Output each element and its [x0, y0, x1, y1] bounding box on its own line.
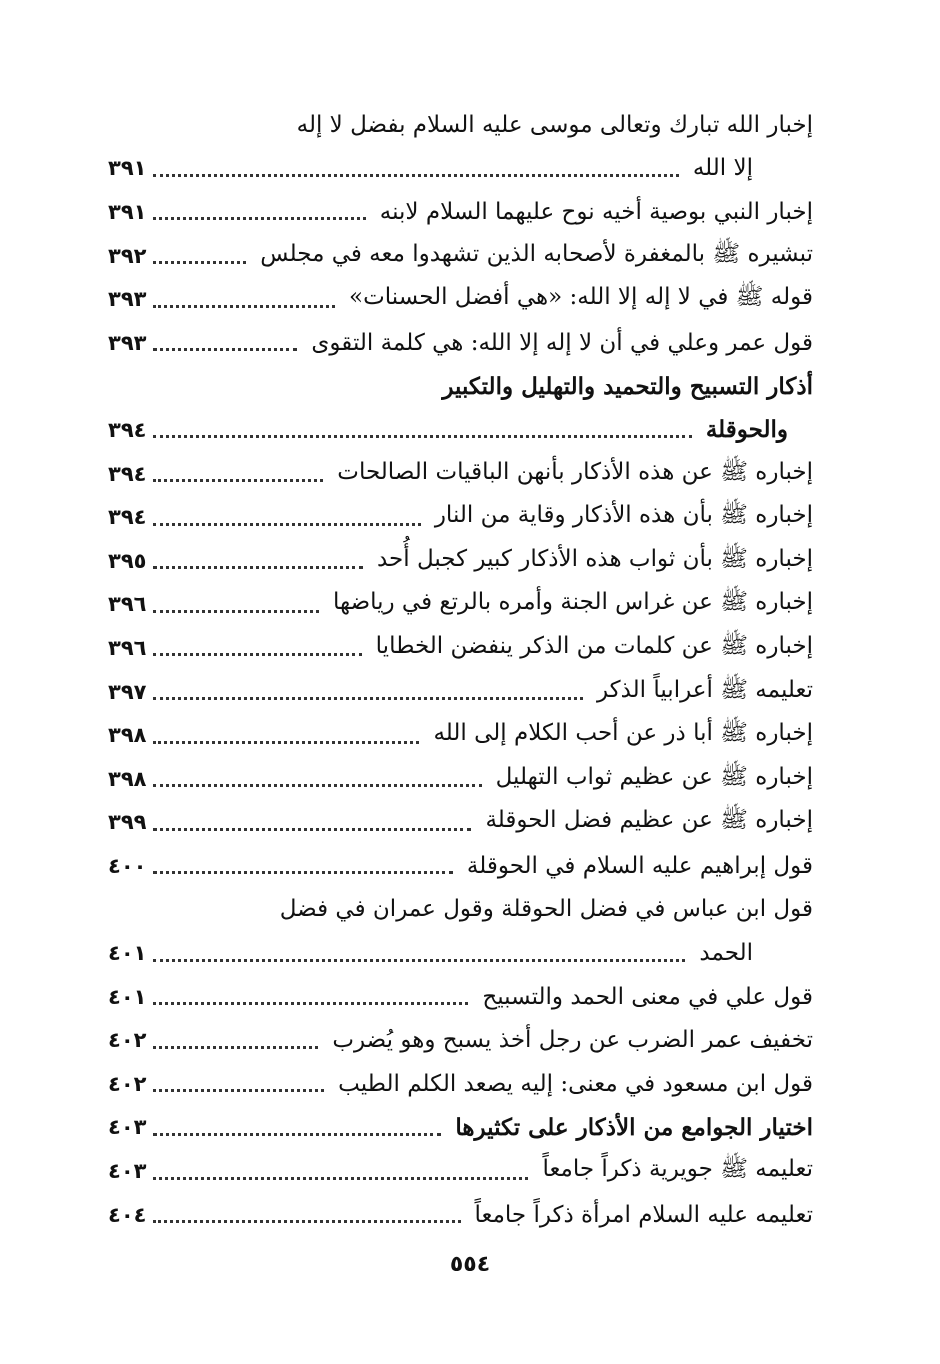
toc-entry-page-number: ٤٠٢ — [108, 1071, 147, 1096]
toc-entry-page-number: ٣٩٧ — [108, 679, 147, 704]
dot-leader — [153, 523, 421, 526]
toc-entry — [108, 1062, 813, 1106]
toc-entry-page-number: ٤٠١ — [108, 984, 147, 1009]
toc-entry-title: تعليمه ﷺ جويرية ذكراً جامعاً — [532, 1154, 813, 1188]
toc-entry — [108, 1193, 813, 1237]
toc-entry — [108, 1149, 813, 1193]
dot-leader — [153, 741, 419, 744]
toc-entry-title: قوله ﷺ في لا إله إلا الله: «هي أفضل الحسنات» — [339, 282, 813, 316]
toc-entry-title: إخباره ﷺ بأن هذه الأذكار وقاية من النار — [425, 500, 813, 534]
toc-entry-title: تخفيف عمر الضرب عن رجل أخذ يسبح وهو يُضرب — [322, 1027, 813, 1053]
toc-entry-title: اختيار الجوامع من الأذكار على تكثيرها — [445, 1114, 813, 1141]
dot-leader — [153, 174, 679, 177]
toc-entry-page-number: ٣٩١ — [108, 199, 147, 224]
toc-entry — [108, 408, 813, 452]
toc-entry — [108, 190, 813, 234]
toc-entry — [108, 147, 813, 191]
toc-entry-page-number: ٣٩٦ — [108, 592, 147, 617]
toc-entry-page-number: ٣٩٤ — [108, 505, 147, 530]
toc-entry-page-number: ٤٠٣ — [108, 1159, 147, 1184]
toc-entry-page-number: ٣٩٩ — [108, 810, 147, 835]
toc-entry-page-number: ٣٩٢ — [108, 243, 147, 268]
toc-entry-title: أذكار التسبيح والتحميد والتهليل والتكبير — [432, 373, 813, 400]
toc-entry — [108, 626, 813, 670]
toc-entry — [108, 234, 813, 278]
toc-entry-title: إخباره ﷺ بأن ثواب هذه الأذكار كبير كجبل أُحد — [367, 544, 813, 578]
toc-entry-title: تبشيره ﷺ بالمغفرة لأصحابه الذين تشهدوا معه في مجلس — [250, 239, 813, 273]
page-number: ٥٥٤ — [449, 1252, 491, 1277]
dot-leader — [153, 828, 471, 831]
toc-entry — [108, 539, 813, 583]
toc-entry — [108, 495, 813, 539]
toc-entry — [108, 757, 813, 801]
toc-entry-title: إخباره ﷺ عن هذه الأذكار بأنهن الباقيات الصالحات — [327, 457, 813, 491]
toc-entry-title: إخباره ﷺ عن كلمات من الذكر ينفضن الخطايا — [366, 631, 813, 665]
toc-entry-title: قول ابن مسعود في معنى: إليه يصعد الكلم الطيب — [328, 1071, 813, 1097]
toc-entry — [108, 844, 813, 888]
dot-leader — [153, 784, 482, 787]
toc-entry-title: تعليمه ﷺ أعرابياً الذكر — [587, 675, 813, 709]
toc-entry-title: إلا الله — [683, 155, 753, 181]
toc-entry — [108, 321, 813, 365]
toc-entry-page-number: ٣٩١ — [108, 156, 147, 181]
toc-entry-page-number: ٤٠١ — [108, 941, 147, 966]
toc-entry — [108, 452, 813, 496]
toc-entry-title: إخباره ﷺ عن عظيم فضل الحوقلة — [475, 805, 813, 839]
toc-entry-page-number: ٣٩٤ — [108, 417, 147, 442]
dot-leader — [153, 653, 362, 656]
toc-entry-page-number: ٣٩٣ — [108, 287, 147, 312]
toc-entry-title: والحوقلة — [696, 416, 788, 443]
toc-entry-title: قول ابن عباس في فضل الحوقلة وقول عمران في فضل — [270, 896, 813, 922]
dot-leader — [153, 959, 685, 962]
dot-leader — [153, 1133, 441, 1136]
table-of-contents — [108, 103, 813, 1236]
toc-entry — [108, 931, 813, 975]
toc-entry-title: تعليمه عليه السلام امرأة ذكراً جامعاً — [465, 1202, 814, 1228]
dot-leader — [153, 697, 583, 700]
toc-entry-title: قول إبراهيم عليه السلام في الحوقلة — [457, 853, 813, 879]
dot-leader — [153, 261, 246, 264]
toc-entry-page-number: ٤٠٣ — [108, 1115, 147, 1140]
dot-leader — [153, 1089, 324, 1092]
dot-leader — [153, 1046, 318, 1049]
toc-entry — [108, 1106, 813, 1150]
toc-entry — [108, 103, 813, 147]
toc-entry-page-number: ٣٩٣ — [108, 330, 147, 355]
toc-entry-title: الحمد — [689, 940, 753, 966]
toc-entry-title: إخباره ﷺ أبا ذر عن أحب الكلام إلى الله — [423, 718, 813, 752]
toc-entry-page-number: ٤٠٢ — [108, 1028, 147, 1053]
dot-leader — [153, 1220, 461, 1223]
toc-entry-page-number: ٣٩٤ — [108, 461, 147, 486]
toc-entry-title: إخباره ﷺ عن عظيم ثواب التهليل — [486, 762, 813, 796]
toc-entry-page-number: ٣٩٨ — [108, 766, 147, 791]
dot-leader — [153, 1177, 528, 1180]
dot-leader — [153, 479, 323, 482]
toc-entry-title: قول علي في معنى الحمد والتسبيح — [472, 984, 813, 1010]
toc-entry — [108, 801, 813, 845]
dot-leader — [153, 610, 319, 613]
toc-entry-page-number: ٣٩٨ — [108, 723, 147, 748]
toc-entry — [108, 713, 813, 757]
toc-entry — [108, 888, 813, 932]
dot-leader — [153, 1002, 468, 1005]
dot-leader — [153, 348, 297, 351]
toc-entry — [108, 365, 813, 409]
toc-entry-page-number: ٣٩٥ — [108, 548, 147, 573]
dot-leader — [153, 305, 335, 308]
toc-entry-page-number: ٤٠٠ — [108, 853, 147, 878]
toc-entry — [108, 277, 813, 321]
dot-leader — [153, 217, 366, 220]
dot-leader — [153, 871, 453, 874]
toc-entry-page-number: ٣٩٦ — [108, 635, 147, 660]
toc-entry — [108, 583, 813, 627]
dot-leader — [153, 435, 692, 438]
toc-entry-title: إخباره ﷺ عن غراس الجنة وأمره بالرتع في رياضها — [323, 587, 813, 621]
toc-entry — [108, 975, 813, 1019]
toc-entry-title: قول عمر وعلي في أن لا إله إلا الله: هي كلمة التقوى — [301, 330, 813, 356]
toc-entry-title: إخبار النبي بوصية أخيه نوح عليهما السلام لابنه — [370, 199, 813, 225]
toc-entry-page-number: ٤٠٤ — [108, 1202, 147, 1227]
toc-entry-title: إخبار الله تبارك وتعالى موسى عليه السلام بفضل لا إله — [287, 112, 813, 138]
toc-entry — [108, 1018, 813, 1062]
dot-leader — [153, 566, 363, 569]
toc-entry — [108, 670, 813, 714]
